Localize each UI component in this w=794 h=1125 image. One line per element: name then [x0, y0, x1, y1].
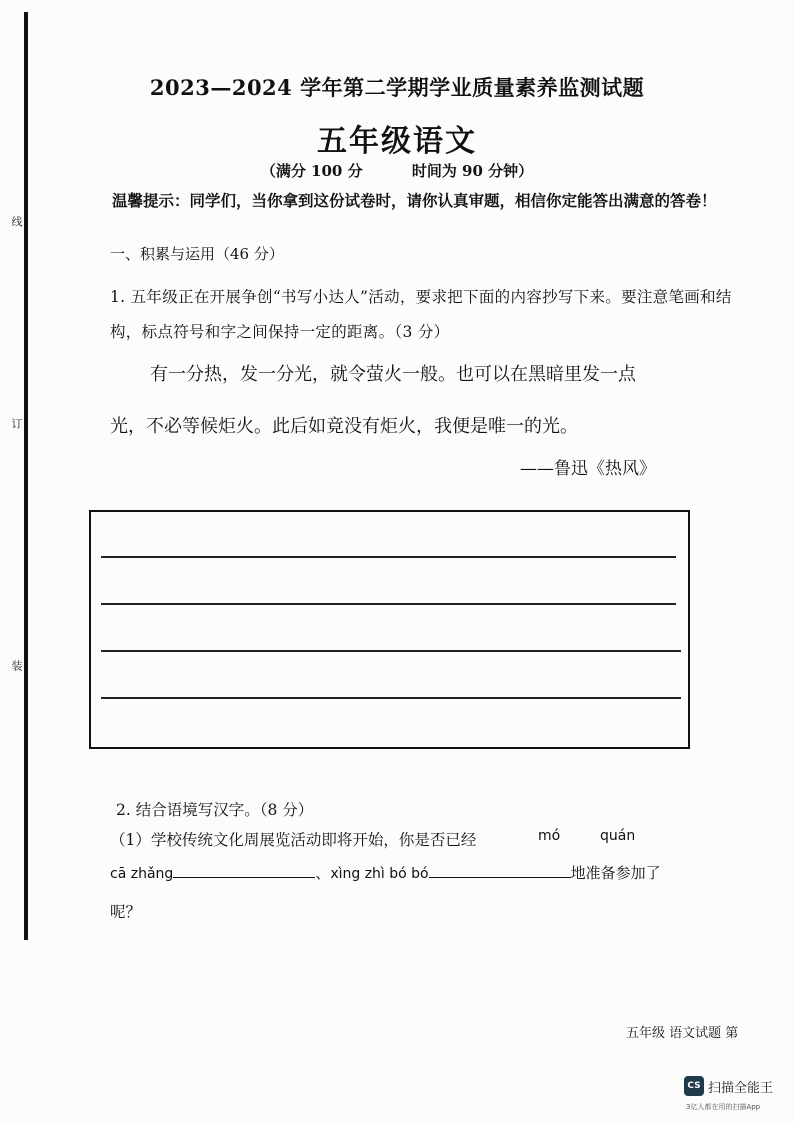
scanner-name: 扫描全能王	[708, 1081, 774, 1096]
pinyin-xing-zhi-bo-bo: xìng zhì bó bó	[330, 866, 429, 882]
copy-passage	[110, 349, 740, 453]
writing-line[interactable]	[101, 603, 676, 605]
duration: 时间为 90 分钟）	[411, 162, 534, 180]
passage-line-1: 有一分热，发一分光，就令萤火一般。也可以在黑暗里发一点	[150, 364, 636, 385]
question-2-prompt: 2. 结合语境写汉字。（8 分）	[116, 801, 314, 819]
exam-title: 2023—2024 学年第二学期学业质量素养监测试题	[149, 75, 645, 100]
writing-line[interactable]	[101, 697, 681, 699]
pinyin-ca-zhang: cā zhǎng	[110, 866, 174, 882]
pinyin-quan: quán	[600, 828, 636, 844]
question-1-prompt: 1. 五年级正在开展争创“书写小达人”活动，要求把下面的内容抄写下来。要注意笔画和结构，标点符号和字之间保持一定的距离。（3 分）	[110, 288, 732, 341]
exam-info	[0, 160, 794, 181]
warm-tip: 温馨提示：同学们，当你拿到这份试卷时，请你认真审题，相信你定能答出满意的答卷！	[112, 191, 717, 210]
scanner-logo-icon: CS	[684, 1076, 704, 1096]
full-score: （满分 100 分	[260, 162, 363, 180]
passage-attribution: ——鲁迅《热风》	[520, 459, 656, 479]
separator: 、	[315, 864, 331, 882]
writing-line[interactable]	[101, 556, 676, 558]
passage-line-2: 光，不必等候炬火。此后如竟没有炬火，我便是唯一的光。	[110, 416, 578, 437]
answer-blank-1[interactable]	[173, 863, 315, 878]
section-heading: 一、积累与运用（46 分）	[110, 245, 284, 263]
margin-mark-bind: 装	[10, 660, 23, 671]
question-2-1-text: （1）学校传统文化周展览活动即将开始，你是否已经	[110, 831, 477, 849]
scanner-tagline: 3亿人都在用的扫描App	[686, 1103, 761, 1111]
answer-blank-2[interactable]	[429, 863, 571, 878]
sentence-continuation: 呢？	[110, 903, 142, 921]
margin-mark-order: 订	[10, 418, 23, 429]
handwriting-box[interactable]	[89, 510, 690, 749]
sentence-suffix: 地准备参加了	[570, 864, 661, 882]
subject-title: 五年级语文	[317, 124, 477, 159]
pinyin-mo: mó	[538, 828, 561, 844]
fill-in-row	[110, 862, 661, 883]
page-footer: 五年级 语文试题 第	[626, 1026, 739, 1041]
writing-line[interactable]	[101, 650, 681, 652]
margin-mark-line: 线	[10, 216, 23, 227]
